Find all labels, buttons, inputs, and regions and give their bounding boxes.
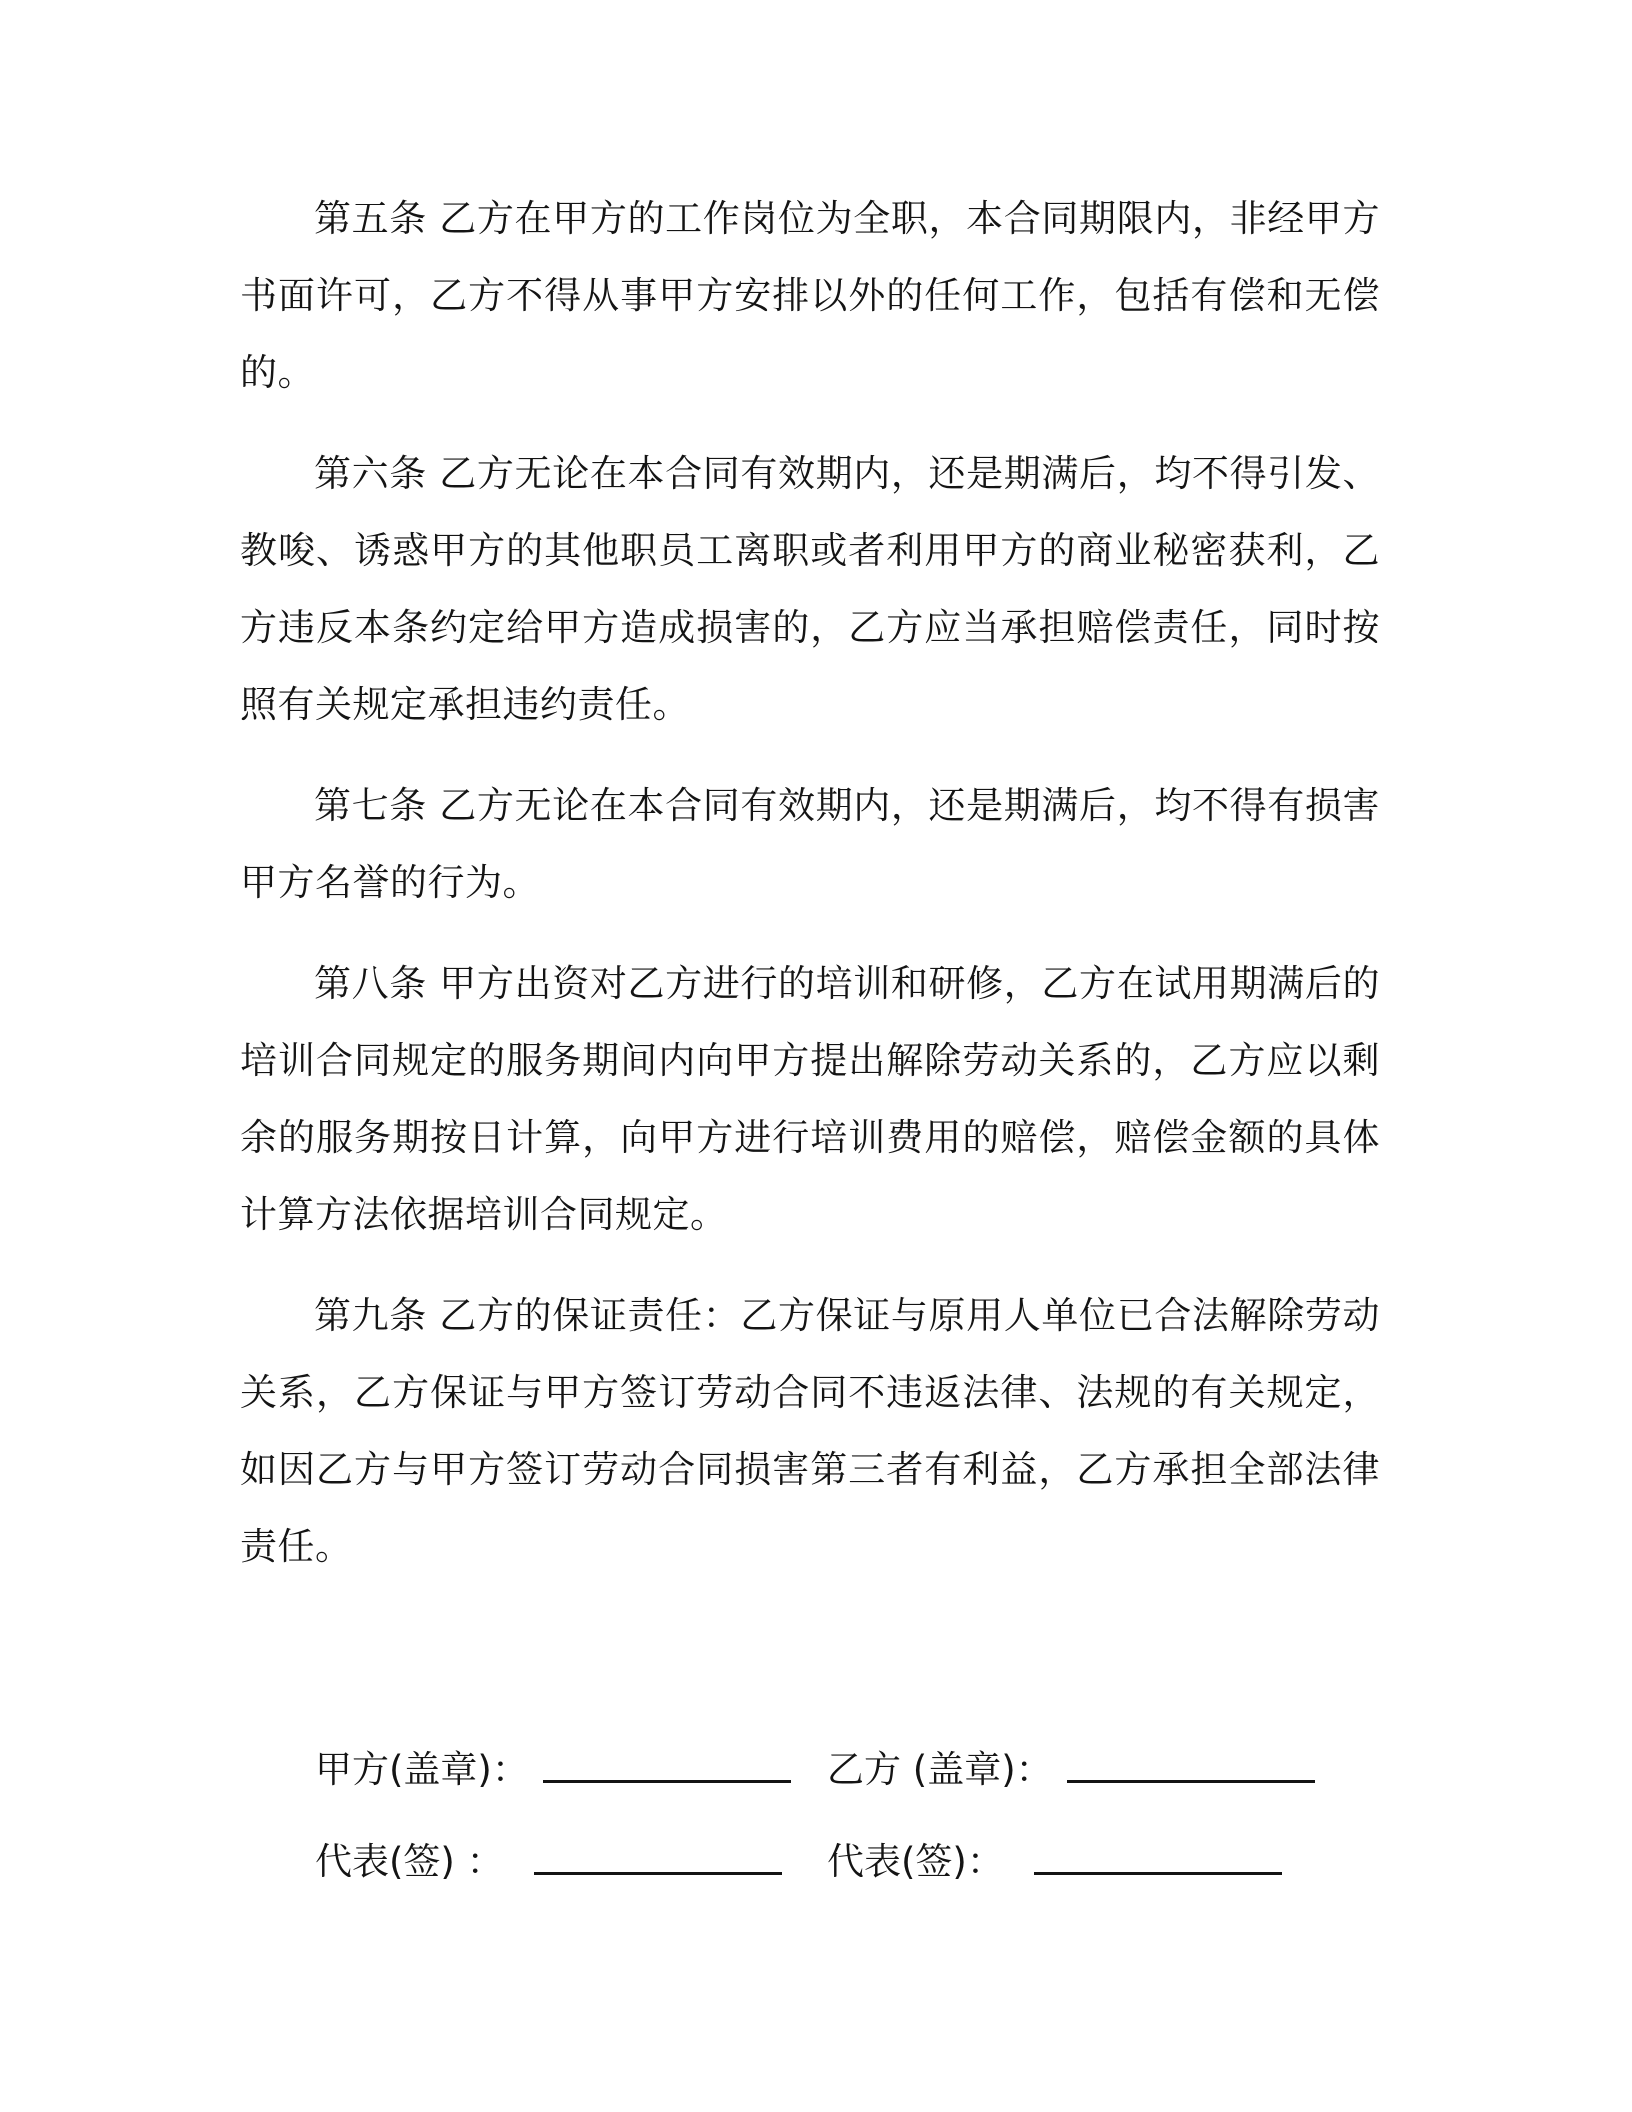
- party-b-rep: [827, 1831, 1282, 1885]
- party-a-seal: [315, 1739, 827, 1793]
- party-a-seal-label: 甲方(盖章)：: [315, 1748, 529, 1791]
- party-a-rep-label: 代表(签) ：: [315, 1840, 504, 1883]
- clause-7: 第七条 乙方无论在本合同有效期内，还是期满后，均不得有损害甲方名誉的行为。: [240, 784, 1380, 904]
- party-b-seal-line: [1067, 1750, 1315, 1783]
- contract-body: [240, 180, 1380, 1609]
- clause-9: 第九条 乙方的保证责任：乙方保证与原用人单位已合法解除劳动关系，乙方保证与甲方签订劳动合同不违返法律、法规的有关规定，如因乙方与甲方签订劳动合同损害第三者有利益，乙方承担全部法律责任。: [240, 1294, 1380, 1568]
- seal-row: [315, 1720, 1415, 1812]
- clause-5: 第五条 乙方在甲方的工作岗位为全职，本合同期限内，非经甲方书面许可，乙方不得从事甲方安排以外的任何工作，包括有偿和无偿的。: [240, 197, 1380, 394]
- clause-8: 第八条 甲方出资对乙方进行的培训和研修，乙方在试用期满后的培训合同规定的服务期间内向甲方提出解除劳动关系的，乙方应以剩余的服务期按日计算，向甲方进行培训费用的赔偿，赔偿金额的具体计算方法依据培训合同规定。: [240, 962, 1380, 1236]
- clause-6: 第六条 乙方无论在本合同有效期内，还是期满后，均不得引发、教唆、诱惑甲方的其他职员工离职或者利用甲方的商业秘密获利，乙方违反本条约定给甲方造成损害的，乙方应当承担赔偿责任，同时按照有关规定承担违约责任。: [240, 452, 1380, 726]
- party-b-seal: [827, 1739, 1315, 1793]
- party-a-seal-line: [543, 1750, 791, 1783]
- party-b-rep-label: 代表(签)：: [827, 1840, 1004, 1883]
- party-a-rep: [315, 1831, 827, 1885]
- representative-row: [315, 1812, 1415, 1904]
- party-b-rep-line: [1034, 1842, 1282, 1875]
- party-b-seal-label: 乙方 (盖章)：: [827, 1748, 1053, 1791]
- signature-block: [315, 1720, 1415, 1904]
- party-a-rep-line: [534, 1842, 782, 1875]
